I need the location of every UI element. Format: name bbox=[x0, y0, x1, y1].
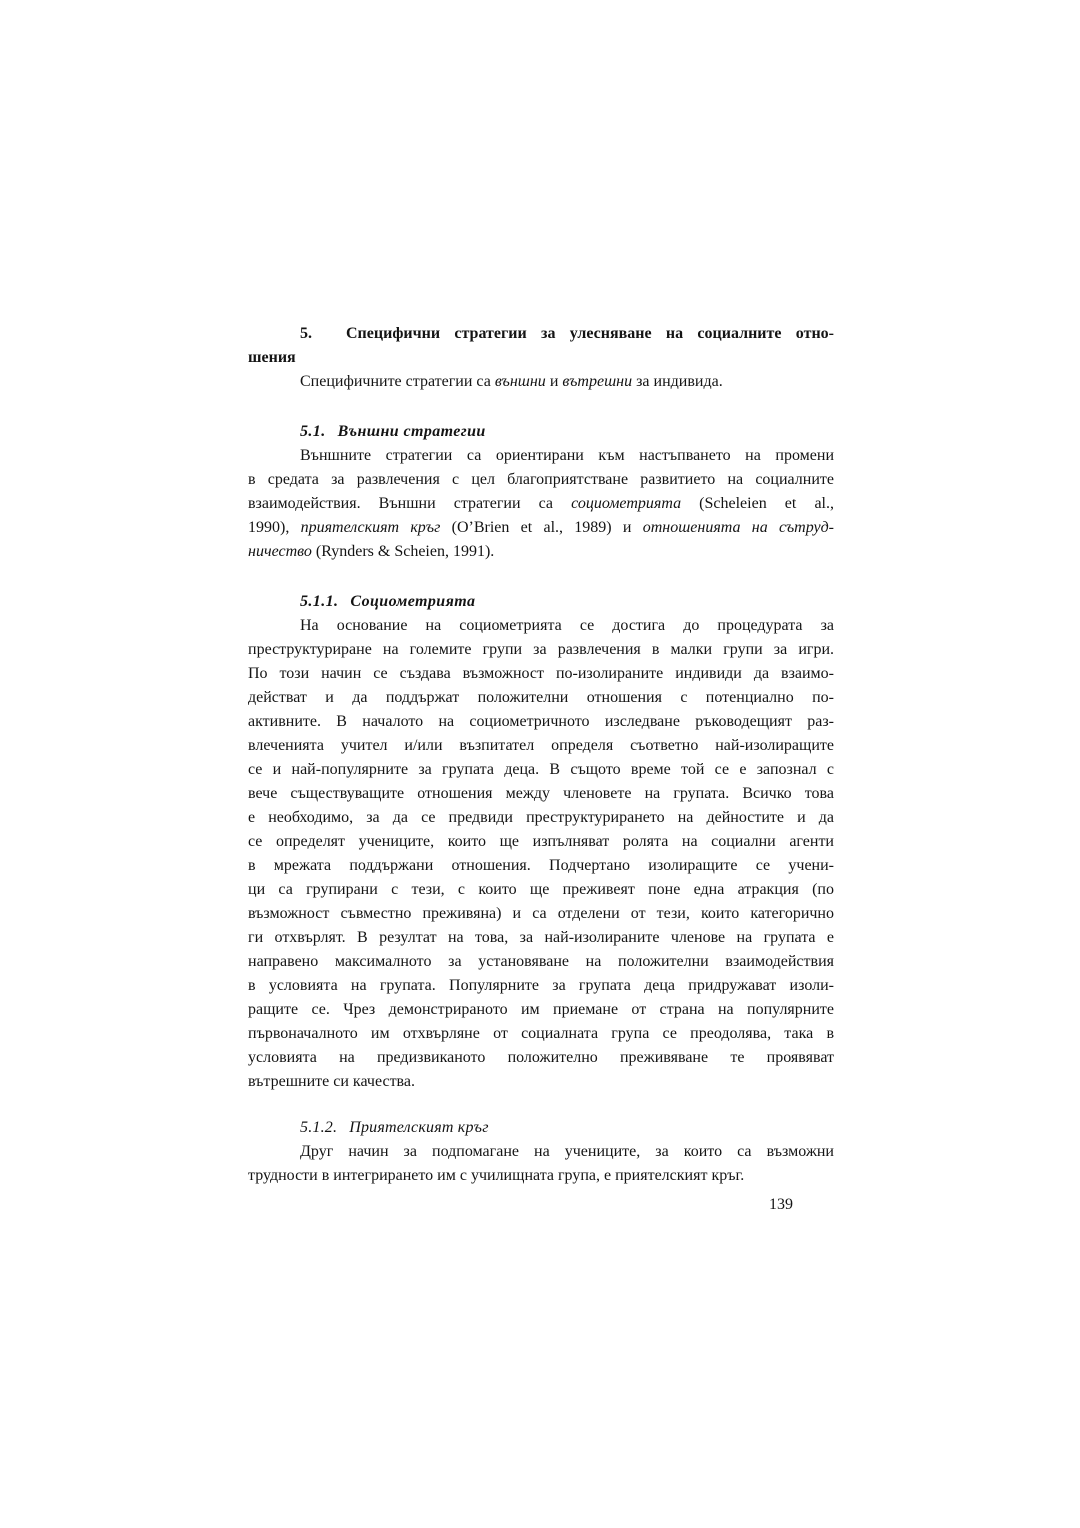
text-segment: възможност съвместно преживяна) и са отделени от тези, които категорично bbox=[248, 905, 834, 922]
text-segment: условията на предизвиканото положително преживяване те проявяват bbox=[248, 1049, 834, 1066]
text-line bbox=[248, 902, 834, 926]
text-segment: (Scheleien et al., bbox=[681, 495, 835, 512]
text-line bbox=[248, 662, 834, 686]
text-segment: в средата за развлечения с цел благоприятстване развитието на социалните bbox=[248, 471, 834, 488]
text-segment: е необходимо, за да се предвиди преструктурирането на дейностите и да bbox=[248, 809, 834, 826]
text-line bbox=[248, 420, 834, 444]
text-segment: На основание на социометрията се достига до процедурата за bbox=[300, 617, 834, 634]
text-segment: трудности в интегрирането им с училищната група, е приятелският кръг. bbox=[248, 1167, 745, 1184]
text-segment: взаимодействия. Външни стратегии са bbox=[248, 495, 572, 512]
section-5-1-2-heading bbox=[248, 1116, 834, 1140]
text-segment: и bbox=[545, 373, 563, 390]
text-segment: вече съществуващите отношения между членовете на групата. Всичко това bbox=[248, 785, 834, 802]
text-line bbox=[248, 1022, 834, 1046]
text-segment: ги отхвърлят. В резултат на това, за най-изолираните членове на групата е bbox=[248, 929, 834, 946]
text-segment: преструктуриране на големите групи за развлечения в малки групи за игри. bbox=[248, 641, 834, 658]
text-segment: в условията на групата. Популярните за групата деца придружават изоли- bbox=[248, 977, 834, 994]
text-segment: (O’Brien et al., 1989) и bbox=[440, 519, 643, 536]
text-segment: (Rynders & Scheien, 1991). bbox=[311, 543, 495, 560]
text-line bbox=[248, 686, 834, 710]
text-line bbox=[248, 782, 834, 806]
text-segment: приятелският кръг bbox=[300, 519, 441, 536]
tab-space bbox=[312, 337, 346, 338]
text-line bbox=[248, 1116, 834, 1140]
section-5-1-1-heading bbox=[248, 590, 834, 614]
text-segment: вътрешните си качества. bbox=[248, 1073, 415, 1090]
text-line bbox=[248, 1140, 834, 1164]
text-segment: ничество bbox=[248, 543, 312, 560]
text-segment: ращите се. Чрез демонстрираното им приемане от страна на популярните bbox=[248, 1001, 834, 1018]
text-block bbox=[248, 322, 834, 1188]
text-line bbox=[248, 854, 834, 878]
text-line bbox=[248, 590, 834, 614]
text-segment: за индивида. bbox=[632, 373, 723, 390]
intro-paragraph bbox=[248, 370, 834, 394]
text-segment: направено максималното за установяване на положителни взаимодействия bbox=[248, 953, 834, 970]
text-segment: външни bbox=[494, 373, 546, 390]
text-line bbox=[248, 540, 834, 564]
tab-space bbox=[338, 605, 350, 606]
tab-space bbox=[337, 1131, 349, 1132]
text-segment: активните. В началото на социометричното изследване ръководещият раз- bbox=[248, 713, 834, 730]
page-number: 139 bbox=[769, 1196, 793, 1213]
paragraph-5-1 bbox=[248, 444, 834, 564]
text-segment: 5.1.1. bbox=[300, 593, 339, 610]
text-line bbox=[248, 758, 834, 782]
text-segment: влеченията учител и/или възпитател определя съответно най-изолиращите bbox=[248, 737, 834, 754]
text-segment: 1990), bbox=[248, 519, 301, 536]
text-line bbox=[248, 830, 834, 854]
text-segment: Външни стратегии bbox=[337, 423, 486, 440]
text-line bbox=[248, 950, 834, 974]
section-5-1-heading bbox=[248, 420, 834, 444]
text-line bbox=[248, 1070, 834, 1094]
text-line bbox=[248, 1164, 834, 1188]
tab-space bbox=[326, 435, 338, 436]
text-segment: Специфичните стратегии са bbox=[300, 373, 495, 390]
text-line bbox=[248, 998, 834, 1022]
text-line bbox=[248, 322, 834, 346]
text-segment: се определят учениците, които ще изпълняват ролята на социални агенти bbox=[248, 833, 834, 850]
text-line bbox=[248, 444, 834, 468]
text-line bbox=[248, 346, 834, 370]
text-line bbox=[248, 926, 834, 950]
text-segment: в мрежата поддържани отношения. Подчертано изолиращите се учени- bbox=[248, 857, 834, 874]
text-segment: Специфични стратегии за улесняване на социалните отно- bbox=[346, 325, 834, 342]
section-5-heading bbox=[248, 322, 834, 370]
text-line bbox=[248, 370, 834, 394]
text-segment: Външните стратегии са ориентирани към настъпването на промени bbox=[300, 447, 834, 464]
text-line bbox=[248, 614, 834, 638]
text-segment: социометрията bbox=[571, 495, 682, 512]
text-segment: отношенията на сътруд- bbox=[642, 519, 835, 536]
text-line bbox=[248, 1046, 834, 1070]
text-segment: По този начин се създава възможност по-изолираните индивиди да взаимо- bbox=[248, 665, 834, 682]
text-segment: вътрешни bbox=[562, 373, 633, 390]
text-line bbox=[248, 492, 834, 516]
text-segment: шения bbox=[248, 349, 296, 366]
text-segment: ци са групирани с тези, с които ще преживеят поне една атракция (по bbox=[248, 881, 834, 898]
text-line bbox=[248, 806, 834, 830]
text-line bbox=[248, 516, 834, 540]
text-segment: се и най-популярните за групата деца. В същото време той се е запознал с bbox=[248, 761, 834, 778]
text-segment: действат и да поддържат положителни отношения с потенциално по- bbox=[248, 689, 834, 706]
paragraph-5-1-2 bbox=[248, 1140, 834, 1188]
text-segment: 5.1.2. bbox=[300, 1119, 338, 1136]
text-segment: Социометрията bbox=[350, 593, 476, 610]
text-line bbox=[248, 468, 834, 492]
text-segment: 5. bbox=[300, 325, 312, 342]
paragraph-5-1-1 bbox=[248, 614, 834, 1094]
text-segment: първоначалното им отхвърляне от социалната група се преодолява, така в bbox=[248, 1025, 834, 1042]
text-line bbox=[248, 734, 834, 758]
text-segment: Друг начин за подпомагане на учениците, за които са възможни bbox=[300, 1143, 834, 1160]
text-line bbox=[248, 710, 834, 734]
text-segment: Приятелският кръг bbox=[349, 1119, 489, 1136]
text-line bbox=[248, 878, 834, 902]
text-segment: 5.1. bbox=[300, 423, 326, 440]
text-line bbox=[248, 974, 834, 998]
text-line bbox=[248, 638, 834, 662]
